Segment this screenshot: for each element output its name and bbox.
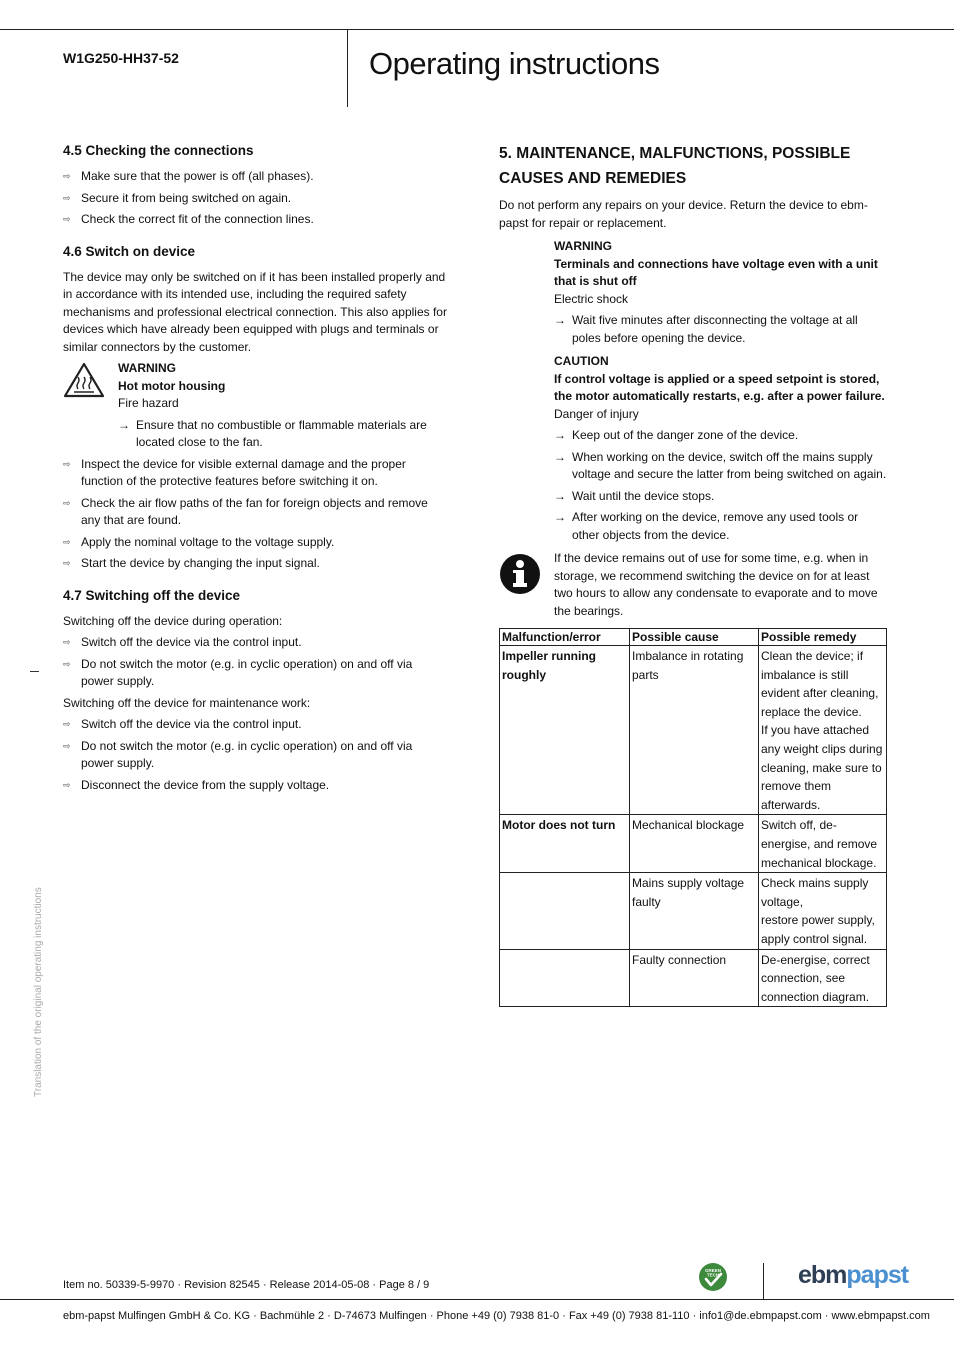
table-cell: Switch off, de-energise, and remove mechanical blockage. bbox=[759, 815, 887, 873]
double-arrow-icon: ⇨ bbox=[63, 779, 71, 790]
footer-logo-divider bbox=[763, 1263, 764, 1299]
table-cell: De-energise, correct connection, see connection diagram. bbox=[759, 949, 887, 1007]
arrow-icon: → bbox=[554, 510, 566, 524]
double-arrow-icon: ⇨ bbox=[63, 740, 71, 751]
left-column bbox=[63, 142, 448, 798]
list-item: ⇨ Check the air flow paths of the fan for foreign objects and remove any that are found. bbox=[63, 495, 428, 527]
warning-label: WARNING bbox=[554, 239, 612, 253]
double-arrow-icon: ⇨ bbox=[63, 658, 71, 669]
list-item: ⇨ Apply the nominal voltage to the voltage supply. bbox=[63, 534, 448, 552]
table-cell bbox=[500, 949, 630, 1007]
page-title: Operating instructions bbox=[369, 46, 660, 81]
double-arrow-icon: ⇨ bbox=[63, 558, 71, 568]
list-item: ⇨ Start the device by changing the input signal. bbox=[63, 555, 448, 573]
table-cell: Check mains supply voltage, restore power supply, apply control signal. bbox=[759, 873, 887, 949]
bullet-list bbox=[63, 168, 448, 229]
warning-label: WARNING bbox=[118, 361, 176, 375]
model-number: W1G250-HH37-52 bbox=[63, 50, 179, 66]
table-cell: Mains supply voltage faulty bbox=[630, 873, 759, 949]
malfunction-table bbox=[499, 628, 887, 1007]
section-checking-connections bbox=[63, 142, 448, 229]
margin-mark bbox=[30, 671, 39, 672]
section-heading: 4.6 Switch on device bbox=[63, 243, 196, 259]
double-arrow-icon: ⇨ bbox=[63, 497, 71, 508]
list-item: ⇨ Switch off the device via the control input. bbox=[63, 634, 448, 652]
table-cell: Impeller running roughly bbox=[500, 646, 630, 815]
paragraph: Do not perform any repairs on your device. Return the device to ebm-papst for repair or replacement. bbox=[499, 198, 868, 230]
warning-title: Terminals and connections have voltage even with a unit that is shut off bbox=[554, 256, 878, 288]
warning-subtitle: Fire hazard bbox=[118, 396, 179, 410]
table-row bbox=[500, 873, 887, 949]
double-arrow-icon: ⇨ bbox=[63, 458, 71, 469]
section-switching-off bbox=[63, 587, 448, 795]
caution-action: → After working on the device, remove any used tools or other objects from the device. bbox=[554, 510, 859, 542]
footer-company-line: ebm-papst Mulfingen GmbH & Co. KG · Bachmühle 2 · D-74673 Mulfingen · Phone +49 (0) 7938 81-0 · Fax +49 (0) 7938 81-110 · info1@de.ebmpapst.com · www.ebmpapst.com bbox=[63, 1310, 930, 1322]
arrow-icon: → bbox=[554, 488, 566, 503]
info-note bbox=[499, 550, 887, 620]
warning-action: → Ensure that no combustible or flammable materials are located close to the fan. bbox=[118, 417, 427, 449]
footer-item-line: Item no. 50339-5-9970 · Revision 82545 · Release 2014-05-08 · Page 8 / 9 bbox=[63, 1279, 430, 1291]
side-note: Translation of the original operating instructions bbox=[33, 887, 44, 1097]
warning-subtitle: Electric shock bbox=[554, 291, 629, 306]
list-item: ⇨ Do not switch the motor (e.g. in cyclic operation) on and off via power supply. bbox=[63, 656, 413, 688]
arrow-icon: → bbox=[554, 313, 566, 327]
list-item: ⇨ Switch off the device via the control input. bbox=[63, 716, 448, 734]
double-arrow-icon: ⇨ bbox=[63, 214, 71, 224]
bullet-list bbox=[63, 456, 448, 573]
table-cell bbox=[500, 873, 630, 949]
bullet-list bbox=[63, 634, 448, 691]
caution-action: → Wait until the device stops. bbox=[554, 488, 887, 506]
green-tech-logo bbox=[698, 1262, 728, 1298]
double-arrow-icon: ⇨ bbox=[63, 637, 71, 647]
double-arrow-icon: ⇨ bbox=[63, 192, 71, 203]
header-divider bbox=[347, 29, 348, 107]
right-column bbox=[499, 141, 887, 1007]
double-arrow-icon: ⇨ bbox=[63, 719, 71, 729]
caution-action: → Keep out of the danger zone of the device. bbox=[554, 427, 887, 445]
table-row bbox=[500, 949, 887, 1007]
table-cell: Mechanical blockage bbox=[630, 815, 759, 873]
warning-action: → Wait five minutes after disconnecting the voltage at all poles before opening the device. bbox=[554, 313, 858, 345]
section-heading: 4.5 Checking the connections bbox=[63, 143, 254, 158]
table-header: Possible cause bbox=[630, 629, 759, 646]
bullet-list bbox=[63, 716, 448, 794]
caution-action: → When working on the device, switch off the mains supply voltage and secure the latter from being switched on again. bbox=[554, 449, 887, 481]
header-top-rule bbox=[0, 29, 954, 30]
list-item: ⇨ Make sure that the power is off (all phases). bbox=[63, 168, 448, 186]
double-arrow-icon: ⇨ bbox=[63, 171, 71, 181]
table-cell: Imbalance in rotating parts bbox=[630, 646, 759, 815]
section-heading: 5. MAINTENANCE, MALFUNCTIONS, POSSIBLE CAUSES AND REMEDIES bbox=[499, 145, 851, 187]
table-cell: Clean the device; if imbalance is still evident after cleaning, replace the device. If you have attached any weight clips during cleaning, make sure to remove them afterwards. bbox=[759, 646, 887, 815]
table-cell: Faulty connection bbox=[630, 949, 759, 1007]
hot-surface-warning-icon bbox=[63, 362, 105, 404]
warning-title: Hot motor housing bbox=[118, 378, 226, 393]
double-arrow-icon: ⇨ bbox=[63, 536, 71, 547]
caution-subtitle: Danger of injury bbox=[554, 406, 639, 421]
warning-hot-housing bbox=[63, 360, 448, 452]
paragraph: The device may only be switched on if it has been installed properly and in accordance with its intended use, including the required safety mechanisms and professional electrical connection. This also applies for devices which have already been equipped with plugs and terminals or similar connectors by the customer. bbox=[63, 269, 447, 354]
svg-text:GREEN: GREEN bbox=[704, 1268, 722, 1273]
table-cell: Motor does not turn bbox=[500, 815, 630, 873]
table-header: Possible remedy bbox=[759, 629, 887, 646]
list-item: ⇨ Disconnect the device from the supply voltage. bbox=[63, 777, 448, 795]
table-header: Malfunction/error bbox=[500, 629, 630, 646]
ebmpapst-logo: ebmpapst bbox=[798, 1261, 909, 1289]
list-item: ⇨ Inspect the device for visible external damage and the proper function of the protective features before switching it on. bbox=[63, 456, 406, 488]
arrow-icon: → bbox=[118, 417, 130, 432]
caution-restart bbox=[499, 353, 887, 544]
info-text: If the device remains out of use for some time, e.g. when in storage, we recommend switching the device on for at least two hours to allow any condensate to evaporate and to move the bearings. bbox=[554, 551, 878, 618]
footer-rule bbox=[0, 1299, 954, 1300]
list-item: ⇨ Check the correct fit of the connection lines. bbox=[63, 211, 448, 229]
arrow-icon: → bbox=[554, 428, 566, 442]
list-item: ⇨ Secure it from being switched on again. bbox=[63, 190, 448, 208]
table-row bbox=[500, 646, 887, 815]
paragraph: Switching off the device for maintenance work: bbox=[63, 695, 311, 710]
section-heading: 4.7 Switching off the device bbox=[63, 587, 241, 603]
caution-title: If control voltage is applied or a speed setpoint is stored, the motor automatically restarts, e.g. after a power failure. bbox=[554, 371, 885, 403]
table-row bbox=[500, 815, 887, 873]
table-header-row bbox=[500, 629, 887, 646]
arrow-icon: → bbox=[554, 449, 566, 464]
info-icon bbox=[499, 553, 541, 601]
paragraph: Switching off the device during operation: bbox=[63, 613, 283, 628]
section-switch-on bbox=[63, 243, 448, 573]
warning-voltage bbox=[499, 238, 887, 347]
caution-label: CAUTION bbox=[554, 354, 609, 368]
svg-text:TECH: TECH bbox=[706, 1272, 720, 1278]
list-item: ⇨ Do not switch the motor (e.g. in cyclic operation) on and off via power supply. bbox=[63, 738, 413, 770]
